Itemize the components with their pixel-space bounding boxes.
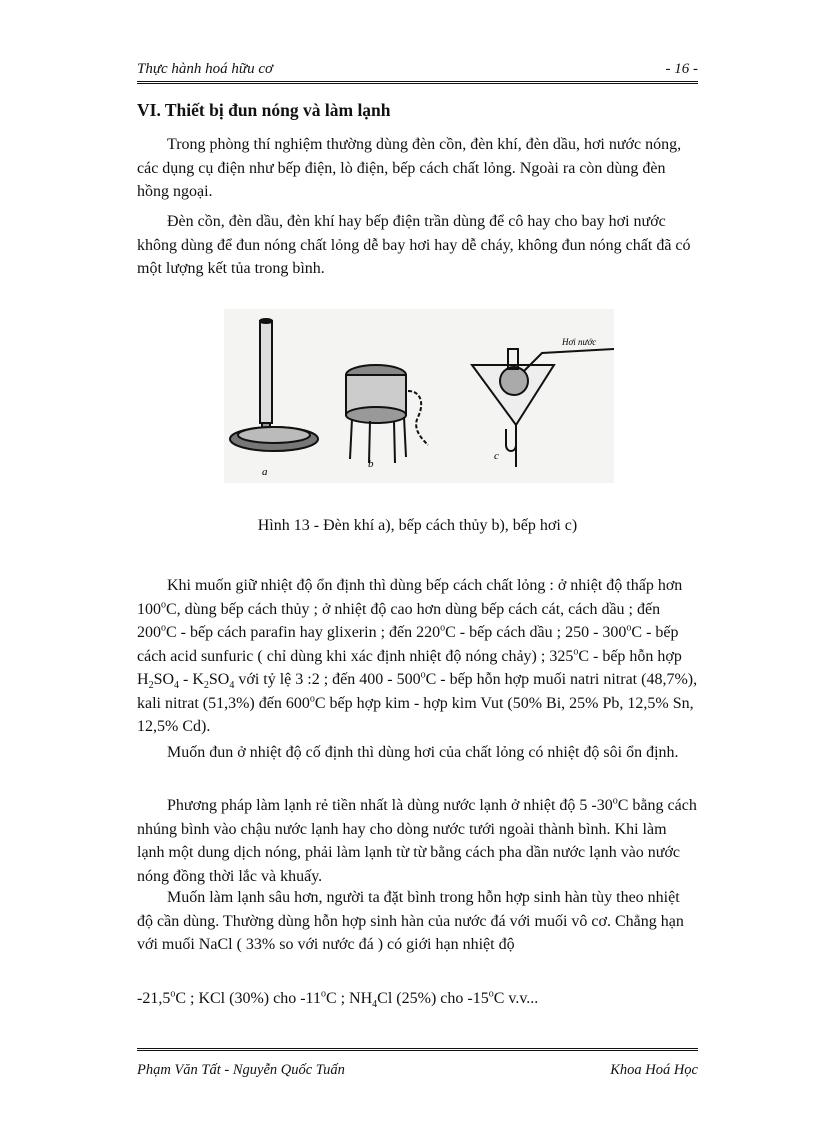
page-header — [137, 58, 698, 84]
paragraph-4: Muốn đun ở nhiệt độ cố định thì dùng hơi của chất lỏng có nhiệt độ sôi ổn định. — [167, 744, 679, 761]
paragraph-2: Đèn cồn, đèn dầu, đèn khí hay bếp điện trần dùng để cô hay cho bay hơi nước không dùng để đun nóng chất lỏng dễ bay hơi hay dễ cháy, không đun nóng chất đã có một lượng kết tủa trong bình. — [137, 213, 691, 277]
figure-label-a: a — [262, 466, 268, 478]
figure-label-c: c — [494, 450, 499, 462]
temperature-line: -21,5$^o$C ; KCl (30%) cho -11$^o$C ; $NH_4Cl$ (25%) cho -15$^o$C v.v... — [137, 988, 539, 1011]
header-title: Thực hành hoá hữu cơ — [137, 61, 274, 77]
steam-label: Hơi nước — [562, 337, 597, 347]
figure-equipment — [224, 309, 614, 483]
paragraph-6: Muốn làm lạnh sâu hơn, người ta đặt bình trong hỗn hợp sinh hàn tùy theo nhiệt độ cần dùng. Thường dùng hỗn hợp sinh hàn của nước đá với muối vô cơ. Chẳng hạn với muối NaCl ( 33% so với nước đá ) có giới hạn nhiệt độ — [137, 889, 684, 953]
figure-label-b: b — [368, 458, 374, 470]
paragraph-1: Trong phòng thí nghiệm thường dùng đèn cồn, đèn khí, đèn dầu, hơi nước nóng, các dụng cụ điện như bếp điện, lò điện, bếp cách chất lỏng. Ngoài ra còn dùng đèn hồng ngoại. — [137, 136, 682, 200]
paragraph-5: Phương pháp làm lạnh rẻ tiền nhất là dùng nước lạnh ở nhiệt độ 5 -30$^o$C bằng cách nhúng bình vào chậu nước lạnh hay cho dòng nước tưới ngoài thành bình. Khi làm lạnh một dung dịch nóng, phải làm lạnh từ từ bằng cách pha dần nước lạnh vào nước nóng đồng thời lắc và khuấy. — [137, 795, 697, 885]
page-footer — [137, 1048, 698, 1079]
page-number: - 16 - — [665, 61, 698, 77]
footer-department: Khoa Hoá Học — [610, 1062, 698, 1078]
footer-authors: Phạm Văn Tất - Nguyễn Quốc Tuấn — [137, 1062, 345, 1078]
figure-caption: Hình 13 - Đèn khí a), bếp cách thủy b), bếp hơi c) — [257, 517, 578, 534]
paragraph-3: Khi muốn giữ nhiệt độ ổn định thì dùng bếp cách chất lỏng : ở nhiệt độ thấp hơn 100$^o$C, dùng bếp cách thủy ; ở nhiệt độ cao hơn dùng bếp cách cát, cách dầu ; đến 200$^o$C - bếp cách parafin hay glixerin ; đến 220$^o$C - bếp cách dầu ; 250 - 300$^o$C - bếp cách acid sunfuric ( chỉ dùng khi xác định nhiệt độ nóng chảy) ; 325$^o$C - bếp hỗn hợp $H_2SO_4 - K_2SO_4$ với tỷ lệ 3 :2 ; đến 400 - 500$^o$C - bếp hỗn hợp muối natri nitrat (48,7%), kali nitrat (51,3%) đến 600$^o$C bếp hợp kim - hợp kim Vut (50% Bi, 25% Pb, 12,5% Sn, 12,5% Cd). — [137, 577, 698, 735]
section-heading: VI. Thiết bị đun nóng và làm lạnh — [137, 100, 391, 120]
